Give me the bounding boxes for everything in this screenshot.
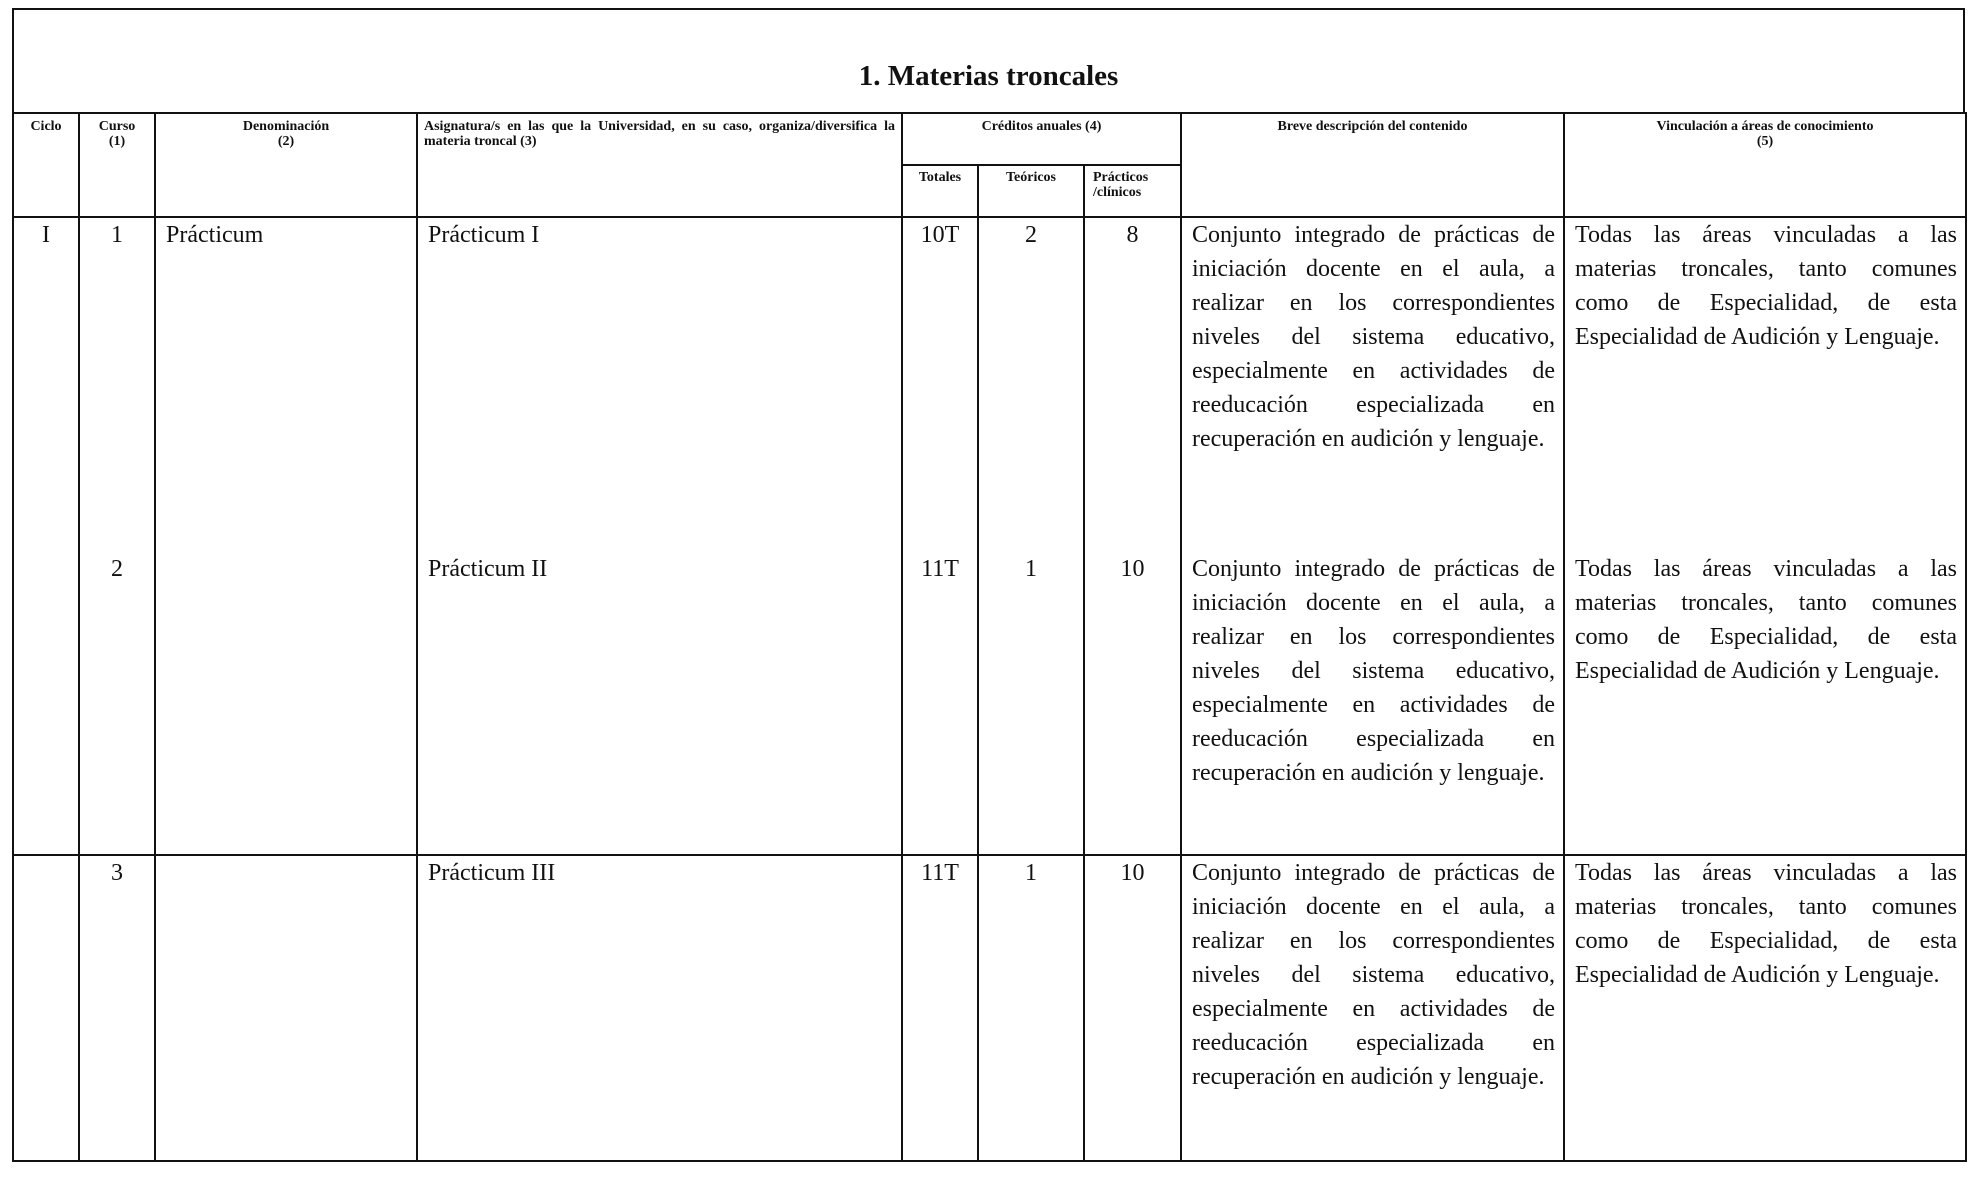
table-row xyxy=(13,552,1966,855)
cell-vinculacion: Todas las áreas vinculadas a las materias troncales, tanto comunes como de Especialidad, de esta Especialidad de Audición y Lenguaje. xyxy=(1564,217,1966,552)
cell-denominacion: Prácticum xyxy=(155,217,417,552)
cell-descripcion: Conjunto integrado de prácticas de iniciación docente en el aula, a realizar en los correspondientes niveles del sistema educativo, especialmente en actividades de reeducación especializada en recuperación en audición y lenguaje. xyxy=(1181,217,1564,552)
table-row xyxy=(13,217,1966,552)
cell-teoricos: 1 xyxy=(978,552,1084,855)
cell-totales: 10T xyxy=(902,217,978,552)
cell-totales: 11T xyxy=(902,855,978,1161)
cell-practicos: 10 xyxy=(1084,552,1181,855)
cell-denominacion xyxy=(155,552,417,855)
header-teoricos: Teóricos xyxy=(978,165,1084,217)
page-title: 1. Materias troncales xyxy=(858,59,1119,92)
cell-curso: 3 xyxy=(79,855,155,1161)
header-creditos: Créditos anuales (4) xyxy=(902,113,1181,165)
cell-ciclo xyxy=(13,855,79,1161)
header-descripcion: Breve descripción del contenido xyxy=(1181,113,1564,217)
cell-denominacion xyxy=(155,855,417,1161)
cell-asignatura: Prácticum I xyxy=(417,217,902,552)
cell-ciclo: I xyxy=(13,217,79,552)
cell-asignatura: Prácticum II xyxy=(417,552,902,855)
header-vinculacion: Vinculación a áreas de conocimiento (5) xyxy=(1564,113,1966,217)
header-totales: Totales xyxy=(902,165,978,217)
cell-ciclo xyxy=(13,552,79,855)
cell-practicos: 8 xyxy=(1084,217,1181,552)
cell-practicos: 10 xyxy=(1084,855,1181,1161)
header-denominacion: Denominación (2) xyxy=(155,113,417,217)
materias-table xyxy=(12,112,1967,1162)
header-asignaturas: Asignatura/s en las que la Universidad, en su caso, organiza/diversifica la materia troncal (3) xyxy=(417,113,902,217)
header-curso: Curso (1) xyxy=(79,113,155,217)
cell-curso: 2 xyxy=(79,552,155,855)
cell-curso: 1 xyxy=(79,217,155,552)
cell-descripcion: Conjunto integrado de prácticas de iniciación docente en el aula, a realizar en los correspondientes niveles del sistema educativo, especialmente en actividades de reeducación especializada en recuperación en audición y lenguaje. xyxy=(1181,855,1564,1161)
cell-teoricos: 2 xyxy=(978,217,1084,552)
header-row xyxy=(13,113,1966,165)
table-row xyxy=(13,855,1966,1161)
cell-teoricos: 1 xyxy=(978,855,1084,1161)
cell-descripcion: Conjunto integrado de prácticas de iniciación docente en el aula, a realizar en los correspondientes niveles del sistema educativo, especialmente en actividades de reeducación especializada en recuperación en audición y lenguaje. xyxy=(1181,552,1564,855)
header-practicos: Prácticos /clínicos xyxy=(1084,165,1181,217)
cell-totales: 11T xyxy=(902,552,978,855)
title-box xyxy=(12,8,1965,112)
cell-asignatura: Prácticum III xyxy=(417,855,902,1161)
header-ciclo: Ciclo xyxy=(13,113,79,217)
document-page xyxy=(12,8,1965,1162)
cell-vinculacion: Todas las áreas vinculadas a las materias troncales, tanto comunes como de Especialidad, de esta Especialidad de Audición y Lenguaje. xyxy=(1564,855,1966,1161)
cell-vinculacion: Todas las áreas vinculadas a las materias troncales, tanto comunes como de Especialidad, de esta Especialidad de Audición y Lenguaje. xyxy=(1564,552,1966,855)
